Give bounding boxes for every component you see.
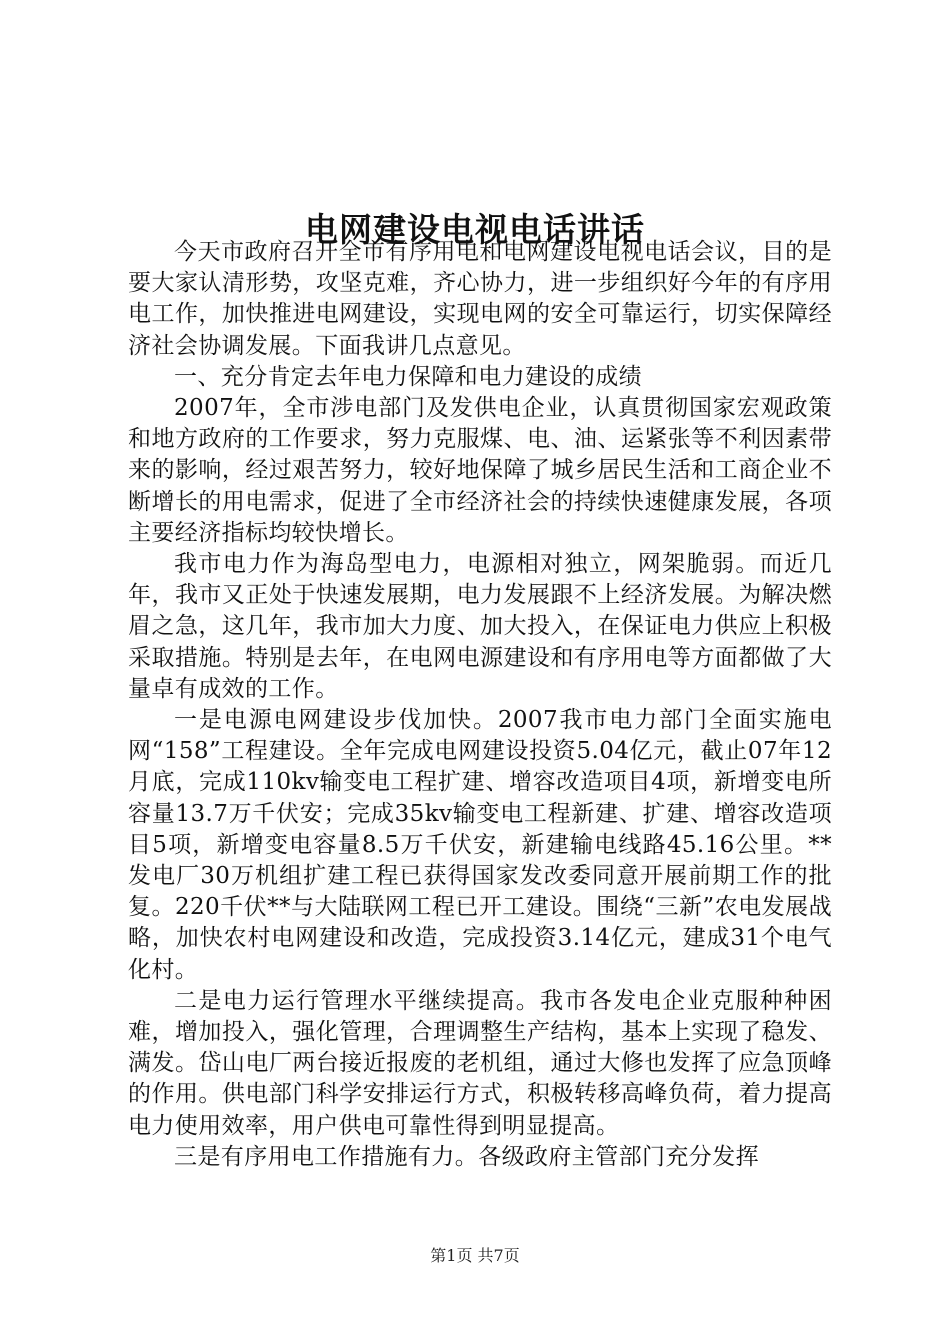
paragraph-intro: 今天市政府召开全市有序用电和电网建设电视电话会议，目的是要大家认清形势，攻坚克难，齐心协力，进一步组织好今年的有序用电工作，加快推进电网建设，实现电网的安全可靠运行，切实保障经济社会协调发展。下面我讲几点意见。 bbox=[128, 239, 832, 359]
document-title: 电网建设电视电话讲话 bbox=[305, 210, 645, 250]
paragraph-grid-construction: 一是电源电网建设步伐加快。2007我市电力部门全面实施电网“158”工程建设。全年完成电网建设投资5.04亿元，截止07年12月底，完成110kv输变电工程扩建、增容改造项目4项，新增变电所容量13.7万千伏安；完成35kv输变电工程新建、扩建、增容改造项目5项，新增变电容量8.5万千伏安，新建输电线路45.16公里。**发电厂30万机组扩建工程已获得国家发改委同意开展前期工作的批复。220千伏**与大陆联网工程已开工建设。围绕“三新”农电发展战略，加快农村电网建设和改造，完成投资3.14亿元，建成31个电气化村。 bbox=[128, 707, 832, 983]
section-heading-1: 一、充分肯定去年电力保障和电力建设的成绩 bbox=[174, 363, 642, 390]
paragraph-operation-management: 二是电力运行管理水平继续提高。我市各发电企业克服种种困难，增加投入，强化管理，合理调整生产结构，基本上实现了稳发、满发。岱山电厂两台接近报废的老机组，通过大修也发挥了应急顶峰的作用。供电部门科学安排运行方式，积极转移高峰负荷，着力提高电力使用效率，用户供电可靠性得到明显提高。 bbox=[128, 987, 832, 1139]
page-footer: 第1页 共7页 bbox=[430, 1246, 520, 1265]
document-body bbox=[128, 237, 832, 1173]
paragraph-2007-summary: 2007年，全市涉电部门及发供电企业，认真贯彻国家宏观政策和地方政府的工作要求，努力克服煤、电、油、运紧张等不利因素带来的影响，经过艰苦努力，较好地保障了城乡居民生活和工商企业不断增长的用电需求，促进了全市经济社会的持续快速健康发展，各项主要经济指标均较快增长。 bbox=[128, 395, 832, 546]
paragraph-orderly-power: 三是有序用电工作措施有力。各级政府主管部门充分发挥 bbox=[174, 1143, 759, 1170]
paragraph-island-power: 我市电力作为海岛型电力，电源相对独立，网架脆弱。而近几年，我市又正处于快速发展期，电力发展跟不上经济发展。为解决燃眉之急，这几年，我市加大力度、加大投入，在保证电力供应上积极采取措施。特别是去年，在电网电源建设和有序用电等方面都做了大量卓有成效的工作。 bbox=[128, 551, 832, 702]
